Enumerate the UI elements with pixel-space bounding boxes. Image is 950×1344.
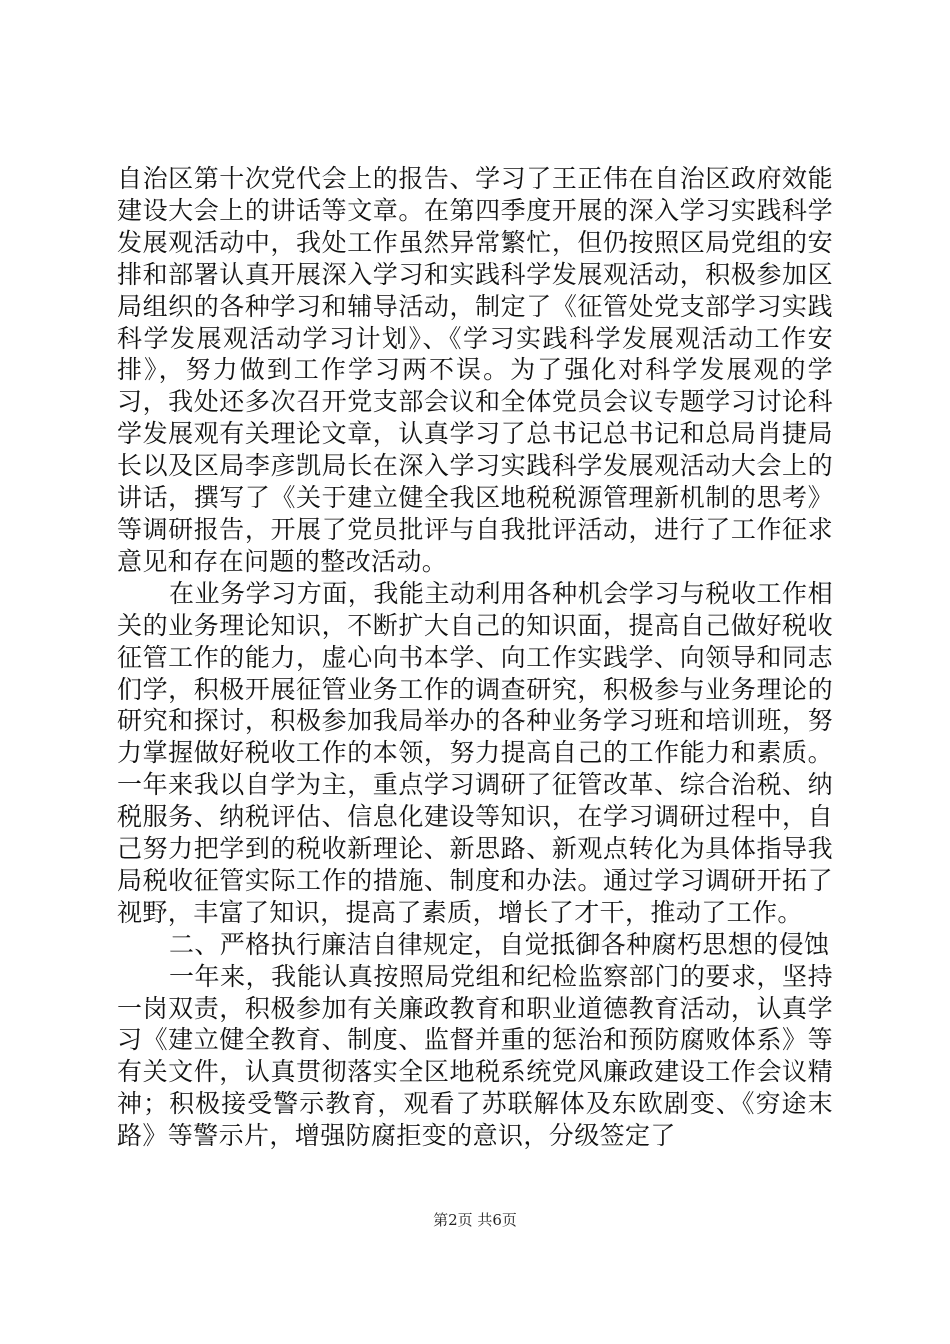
page-footer: 第2页 共6页 <box>433 1211 517 1229</box>
section-heading-integrity: 二、严格执行廉洁自律规定，自觉抵御各种腐朽思想的侵蚀 <box>169 929 830 959</box>
document-body <box>117 163 833 1152</box>
paragraph-business-study: 在业务学习方面，我能主动利用各种机会学习与税收工作相关的业务理论知识，不断扩大自己的知识面，提高自己做好税收征管工作的能力，虚心向书本学、向工作实践学、向领导和同志们学，积极开展征管业务工作的调查研究，积极参与业务理论的研究和探讨，积极参加我局举办的各种业务学习班和培训班，努力掌握做好税收工作的本领，努力提高自己的工作能力和素质。一年来我以自学为主，重点学习调研了征管改革、综合治税、纳税服务、纳税评估、信息化建设等知识，在学习调研过程中，自己努力把学到的税收新理论、新思路、新观点转化为具体指导我局税收征管实际工作的措施、制度和办法。通过学习调研开拓了视野，丰富了知识，提高了素质，增长了才干，推动了工作。 <box>117 578 833 927</box>
paragraph-integrity: 一年来，我能认真按照局党组和纪检监察部门的要求，坚持一岗双责，积极参加有关廉政教育和职业道德教育活动，认真学习《建立健全教育、制度、监督并重的惩治和预防腐败体系》等有关文件，认真贯彻落实全区地税系统党风廉政建设工作会议精神；积极接受警示教育，观看了苏联解体及东欧剧变、《穷途末路》等警示片，增强防腐拒变的意识，分级签定了 <box>117 961 833 1151</box>
paragraph-party-study: 自治区第十次党代会上的报告、学习了王正伟在自治区政府效能建设大会上的讲话等文章。在第四季度开展的深入学习实践科学发展观活动中，我处工作虽然异常繁忙，但仍按照区局党组的安排和部署认真开展深入学习和实践科学发展观活动，积极参加区局组织的各种学习和辅导活动，制定了《征管处党支部学习实践科学发展观活动学习计划》、《学习实践科学发展观活动工作安排》，努力做到工作学习两不误。为了强化对科学发展观的学习，我处还多次召开党支部会议和全体党员会议专题学习讨论科学发展观有关理论文章，认真学习了总书记总书记和总局肖捷局长以及区局李彦凯局长在深入学习实践科学发展观活动大会上的讲话，撰写了《关于建立健全我区地税税源管理新机制的思考》等调研报告，开展了党员批评与自我批评活动，进行了工作征求意见和存在问题的整改活动。 <box>117 164 833 576</box>
